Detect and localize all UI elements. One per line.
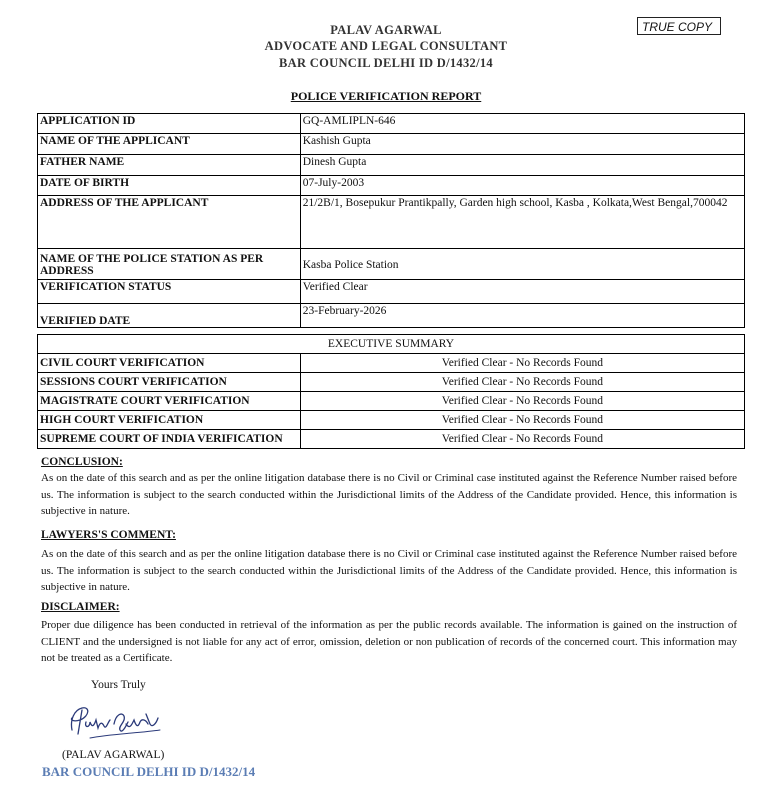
applicant-details-table	[37, 113, 745, 328]
executive-summary-heading: EXECUTIVE SUMMARY	[38, 335, 745, 354]
detail-label: NAME OF THE APPLICANT	[38, 134, 301, 155]
court-label: SUPREME COURT OF INDIA VERIFICATION	[38, 430, 301, 449]
closing-salutation: Yours Truly	[91, 679, 146, 691]
table-row	[38, 335, 745, 354]
detail-value: Dinesh Gupta	[300, 155, 744, 176]
table-row	[38, 155, 745, 176]
table-row	[38, 392, 745, 411]
court-result: Verified Clear - No Records Found	[300, 354, 744, 373]
court-label: CIVIL COURT VERIFICATION	[38, 354, 301, 373]
detail-value: Kashish Gupta	[300, 134, 744, 155]
detail-value: Verified Clear	[300, 280, 744, 304]
signatory-bar-id: BAR COUNCIL DELHI ID D/1432/14	[42, 764, 256, 779]
handwritten-signature	[60, 700, 170, 745]
conclusion-text: As on the date of this search and as per the online litigation database there is no Civil or Criminal case instituted against the Reference Number raised before us. The information is subject to the search conducted within the Jurisdictional limits of the Address of the Candidate provided. Hence, this information is subjective in nature.	[41, 472, 737, 517]
lawyers-comment-heading: LAWYERS'S COMMENT:	[41, 529, 176, 541]
advocate-title: ADVOCATE AND LEGAL CONSULTANT	[264, 39, 508, 53]
detail-label: VERIFIED DATE	[38, 304, 301, 328]
disclaimer-heading: DISCLAIMER:	[41, 601, 120, 613]
court-result: Verified Clear - No Records Found	[300, 430, 744, 449]
detail-label: FATHER NAME	[38, 155, 301, 176]
advocate-name: PALAV AGARWAL	[330, 23, 442, 37]
detail-label: APPLICATION ID	[38, 114, 301, 134]
detail-label: VERIFICATION STATUS	[38, 280, 301, 304]
detail-label: ADDRESS OF THE APPLICANT	[38, 196, 301, 249]
court-result: Verified Clear - No Records Found	[300, 392, 744, 411]
detail-label: DATE OF BIRTH	[38, 176, 301, 196]
true-copy-stamp: TRUE COPY	[637, 17, 721, 35]
signatory-name: (PALAV AGARWAL)	[62, 749, 165, 761]
detail-value: 07-July-2003	[300, 176, 744, 196]
table-row	[38, 134, 745, 155]
table-row	[38, 354, 745, 373]
table-row	[38, 373, 745, 392]
advocate-bar-id: BAR COUNCIL DELHI ID D/1432/14	[279, 56, 493, 70]
court-label: HIGH COURT VERIFICATION	[38, 411, 301, 430]
executive-summary-table	[37, 334, 745, 449]
report-title	[0, 89, 772, 104]
table-row	[38, 114, 745, 134]
table-row	[38, 304, 745, 328]
detail-label: NAME OF THE POLICE STATION AS PER ADDRESS	[38, 249, 301, 280]
table-row	[38, 411, 745, 430]
disclaimer-text: Proper due diligence has been conducted in retrieval of the information as per the public records available. The information is gained on the instruction of CLIENT and the undersigned is not liable for any act of error, omission, deletion or non publication of records of the concerned court. This information may not be treated as a Certificate.	[41, 619, 737, 664]
court-label: SESSIONS COURT VERIFICATION	[38, 373, 301, 392]
table-row	[38, 176, 745, 196]
table-row	[38, 280, 745, 304]
table-row	[38, 249, 745, 280]
detail-value: 21/2B/1, Bosepukur Prantikpally, Garden high school, Kasba , Kolkata,West Bengal,700042	[300, 196, 744, 249]
detail-value: 23-February-2026	[300, 304, 744, 328]
report-title-text: POLICE VERIFICATION REPORT	[290, 89, 482, 103]
court-result: Verified Clear - No Records Found	[300, 373, 744, 392]
court-label: MAGISTRATE COURT VERIFICATION	[38, 392, 301, 411]
court-result: Verified Clear - No Records Found	[300, 411, 744, 430]
lawyers-comment-text: As on the date of this search and as per the online litigation database there is no Civil or Criminal case instituted against the Reference Number raised before us. The information is subject to the search conducted within the Jurisdictional limits of the Address of the Candidate provided. Hence, this information is subjective in nature.	[41, 548, 737, 593]
table-row	[38, 196, 745, 249]
table-row	[38, 430, 745, 449]
conclusion-heading: CONCLUSION:	[41, 456, 123, 468]
detail-value: GQ-AMLIPLN-646	[300, 114, 744, 134]
detail-value: Kasba Police Station	[300, 249, 744, 280]
